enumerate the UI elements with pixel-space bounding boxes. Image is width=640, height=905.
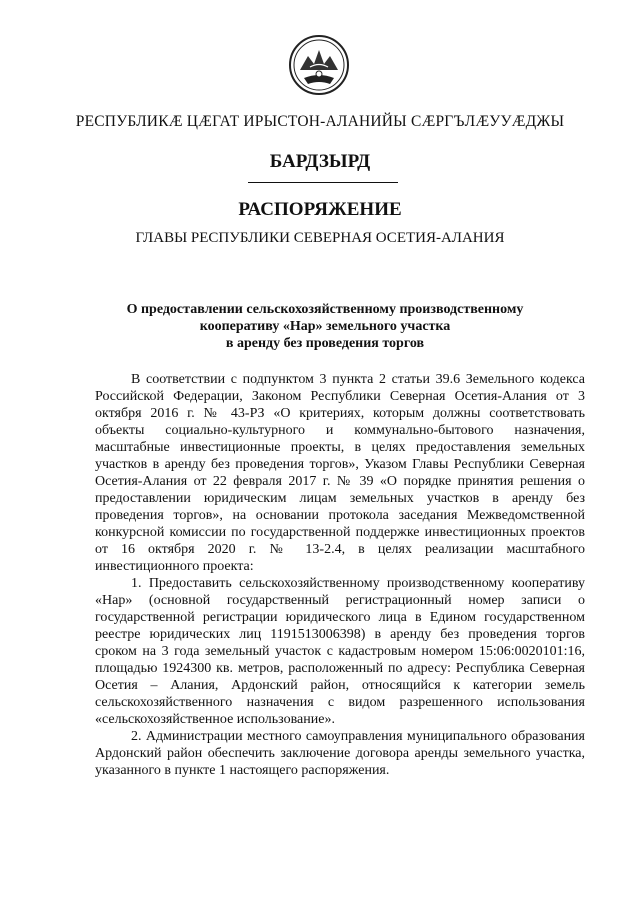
- title-divider: [248, 182, 398, 183]
- subtitle-russian: ГЛАВЫ РЕСПУБЛИКИ СЕВЕРНАЯ ОСЕТИЯ-АЛАНИЯ: [135, 230, 505, 246]
- coat-of-arms-icon: [288, 34, 350, 96]
- document-subject: [100, 301, 550, 352]
- document-body: [95, 371, 585, 779]
- item-2-paragraph: 2. Администрации местного самоуправления муниципального образования Ардонский район обеспечить заключение договора аренды земельного участка, указанного в пункте 1 настоящего распоряжения.: [95, 729, 585, 778]
- header-ossetian: РЕСПУБЛИКÆ ЦÆГАТ ИРЫСТОН-АЛАНИЙЫ СÆРГЪЛÆУУÆДЖЫ: [75, 113, 565, 130]
- preamble-paragraph: В соответствии с подпунктом 3 пункта 2 статьи 39.6 Земельного кодекса Российской Федерации, Законом Республики Северная Осетия-Алания от 3 октября 2016 г. № 43-РЗ «О критериях, которым должны соответствовать объекты социально-культурного и коммунально-бытового назначения, масштабные инвестиционные проекты, в целях предоставления земельных участков в аренду без проведения торгов», Указом Главы Республики Северная Осетия-Алания от 22 февраля 2017 г. № 39 «О порядке принятия решения о предоставлении юридическим лицам земельных участков в аренду без проведения торгов», на основании протокола заседания Межведомственной конкурсной комиссии по государственной поддержке инвестиционных проектов от 16 октября 2020 г. № 13-2.4, в целях реализации масштабного инвестиционного проекта:: [95, 372, 585, 574]
- subject-line-2: кооперативу «Нар» земельного участка: [199, 319, 451, 334]
- subject-line-1: О предоставлении сельскохозяйственному производственному: [126, 302, 524, 317]
- item-1-paragraph: 1. Предоставить сельскохозяйственному производственному кооперативу «Нар» (основной государственный регистрационный номер записи о государственной регистрации юридического лица в Едином государственном реестре юридических лиц 1191513006398) в аренду без проведения торгов сроком на 3 года земельный участок с кадастровым номером 15:06:0020101:16, площадью 1924300 кв. метров, расположенный по адресу: Республика Северная Осетия – Алания, Ардонский район, относящийся к категории земель сельскохозяйственного назначения с видом разрешенного использования «сельскохозяйственное использование».: [95, 576, 585, 727]
- title-russian: РАСПОРЯЖЕНИЕ: [238, 199, 402, 220]
- subject-line-3: в аренду без проведения торгов: [225, 336, 425, 351]
- title-ossetian: БАРДЗЫРД: [269, 151, 371, 172]
